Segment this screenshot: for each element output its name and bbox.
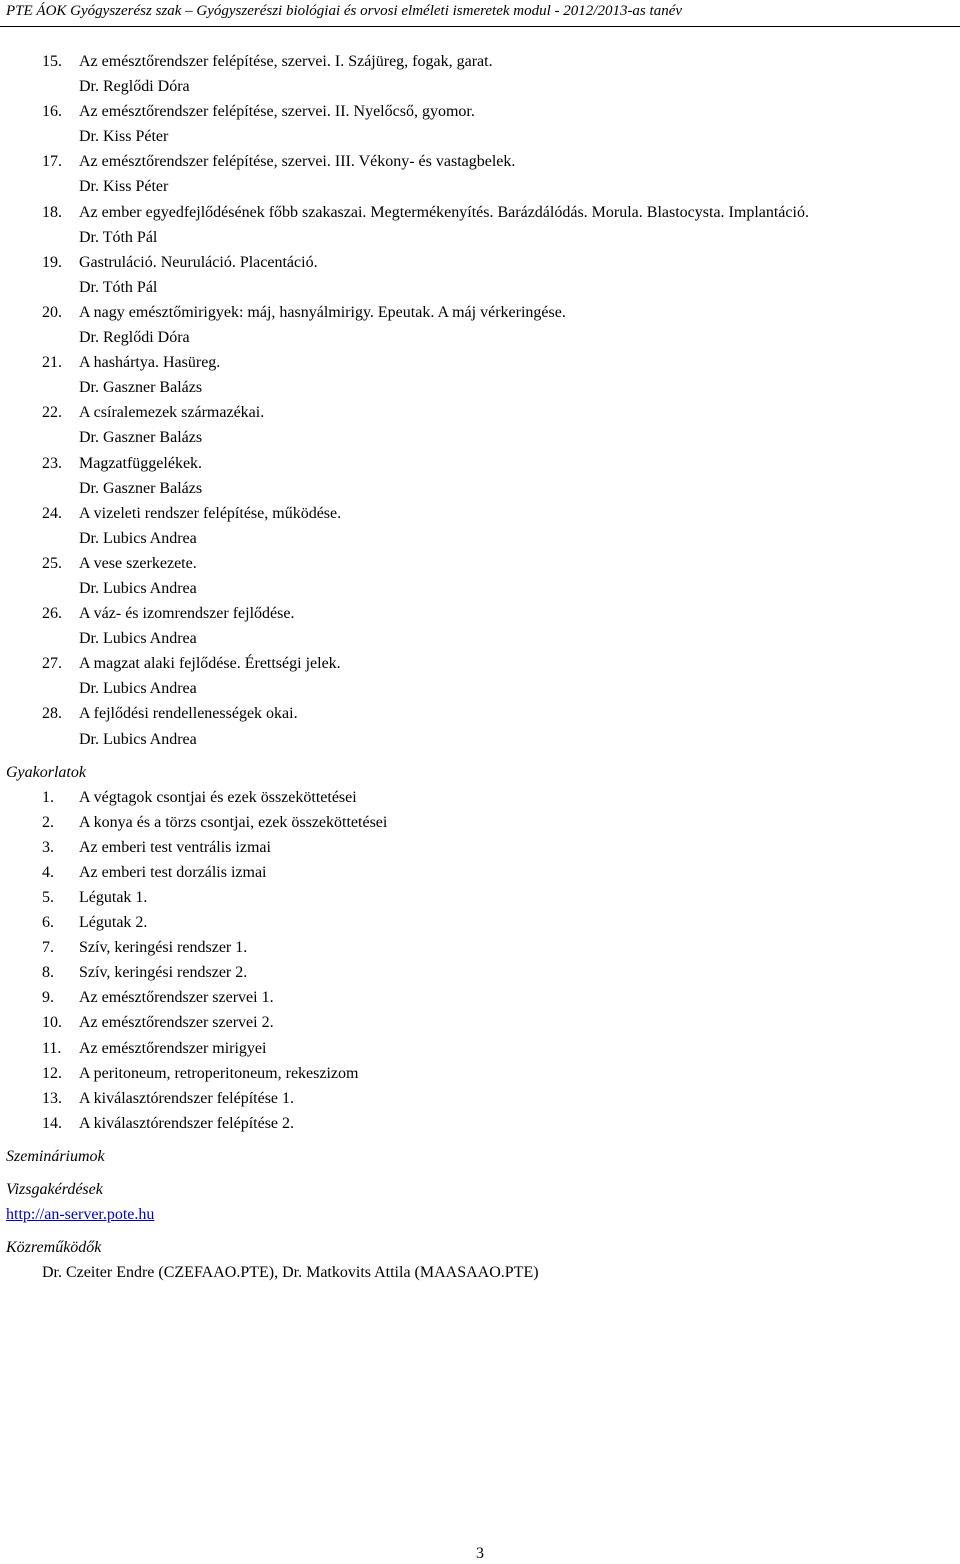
practical-item [0,960,960,985]
practical-number: 7. [42,939,54,957]
lecture-number: 17. [42,153,62,171]
practical-item [0,910,960,935]
practical-item [0,935,960,960]
lecture-lecturer-row [0,174,960,199]
lecture-item [0,200,960,225]
practical-number: 13. [42,1089,62,1107]
lecture-number: 26. [42,605,62,623]
lecture-lecturer: Dr. Kiss Péter [79,178,169,196]
practical-item [0,785,960,810]
lecture-lecturer: Dr. Tóth Pál [79,228,158,246]
lecture-item [0,651,960,676]
lecture-number: 27. [42,655,62,673]
lecture-number: 23. [42,454,62,472]
practical-title: Az emésztőrendszer szervei 1. [79,989,274,1007]
practical-title: Az emésztőrendszer mirigyei [79,1039,267,1057]
lecture-title: Magzatfüggelékek. [79,454,203,472]
lecture-lecturer: Dr. Gaszner Balázs [79,429,203,447]
section-heading-seminars: Szemináriumok [6,1147,105,1165]
lecture-lecturer-row [0,626,960,651]
practicals-list [0,785,960,1136]
practical-title: A végtagok csontjai és ezek összeköttetései [79,788,357,806]
practical-title: Szív, keringési rendszer 2. [79,964,248,982]
practical-number: 8. [42,964,54,982]
lecture-item [0,400,960,425]
lecture-title: A fejlődési rendellenességek okai. [79,705,298,723]
lecture-title: A nagy emésztőmirigyek: máj, hasnyálmirigy. Epeutak. A máj vérkeringése. [79,303,566,321]
lecture-number: 20. [42,303,62,321]
practical-title: Az emberi test dorzális izmai [79,863,267,881]
header-divider [0,26,960,27]
lecture-item [0,250,960,275]
lecture-number: 16. [42,103,62,121]
lectures-container [0,49,960,752]
lecture-lecturer-row [0,476,960,501]
section-heading-contributors: Közreműködők [6,1238,102,1256]
practical-item [0,1010,960,1035]
lecture-lecturer-row [0,576,960,601]
lecture-title: A magzat alaki fejlődése. Érettségi jelek. [79,655,341,673]
lecture-title: A vese szerkezete. [79,554,197,572]
lecture-title: A vizeleti rendszer felépítése, működése. [79,504,342,522]
practical-number: 12. [42,1064,62,1082]
lecture-lecturer: Dr. Lubics Andrea [79,529,197,547]
lecture-lecturer-row [0,325,960,350]
lecture-title: Az emésztőrendszer felépítése, szervei. I. Szájüreg, fogak, garat. [79,53,493,70]
lecture-title: Gastruláció. Neuruláció. Placentáció. [79,253,318,271]
practical-number: 3. [42,838,54,856]
lecture-number: 22. [42,404,62,422]
practical-number: 5. [42,889,54,906]
lecture-lecturer-row [0,727,960,752]
practical-number: 10. [42,1014,62,1032]
lecture-item [0,149,960,174]
lecture-lecturer-row [0,225,960,250]
lecture-number: 15. [42,53,62,70]
exam-questions-link[interactable]: http://an-server.pote.hu [6,1205,155,1223]
lecture-lecturer: Dr. Reglődi Dóra [79,78,190,96]
page-number: 3 [476,1545,484,1562]
practical-item [0,860,960,885]
lecture-lecturer-row [0,676,960,701]
practical-number: 9. [42,989,54,1007]
lecture-number: 25. [42,554,62,572]
lecture-list [0,49,960,752]
lecture-lecturer-row [0,526,960,551]
lecture-lecturer: Dr. Tóth Pál [79,278,158,296]
lecture-lecturer-row [0,124,960,149]
practical-number: 11. [42,1039,62,1057]
practical-item [0,985,960,1010]
lecture-number: 18. [42,203,62,221]
lecture-title: A hashártya. Hasüreg. [79,354,221,372]
practical-title: Légutak 1. [79,889,148,906]
lecture-item [0,350,960,375]
lecture-item [0,601,960,626]
lecture-lecturer-row [0,74,960,99]
practical-item [0,1061,960,1086]
practical-item [0,835,960,860]
lecture-lecturer: Dr. Gaszner Balázs [79,379,203,397]
lecture-number: 24. [42,504,62,522]
practical-number: 2. [42,813,54,831]
lecture-lecturer: Dr. Lubics Andrea [79,730,197,748]
lecture-item [0,99,960,124]
lecture-lecturer: Dr. Lubics Andrea [79,630,197,648]
lecture-lecturer: Dr. Kiss Péter [79,128,169,146]
lecture-item [0,49,960,74]
exam-questions-link-row [0,1202,960,1227]
practical-title: Az emberi test ventrális izmai [79,838,271,856]
practical-item [0,1111,960,1136]
practical-number: 14. [42,1114,62,1132]
lecture-title: Az emésztőrendszer felépítése, szervei. III. Vékony- és vastagbelek. [79,153,516,171]
lecture-lecturer-row [0,275,960,300]
lecture-number: 21. [42,354,62,372]
lecture-lecturer: Dr. Gaszner Balázs [79,479,203,497]
practical-title: Az emésztőrendszer szervei 2. [79,1014,274,1032]
lecture-item [0,501,960,526]
practical-title: A kiválasztórendszer felépítése 2. [79,1114,295,1132]
lecture-lecturer: Dr. Lubics Andrea [79,579,197,597]
lecture-lecturer-row [0,375,960,400]
page-header: PTE ÁOK Gyógyszerész szak – Gyógyszerészi biológiai és orvosi elméleti ismeretek modul - 2012/2013-as tanév [6,3,683,19]
contributors-text: Dr. Czeiter Endre (CZEFAAO.PTE), Dr. Matkovits Attila (MAASAAO.PTE) [42,1263,539,1281]
practical-number: 6. [42,914,54,932]
lecture-number: 19. [42,253,62,271]
practical-title: A konya és a törzs csontjai, ezek összeköttetései [79,813,388,831]
practical-number: 1. [42,788,54,806]
practical-title: Szív, keringési rendszer 1. [79,939,248,957]
practical-item [0,810,960,835]
lecture-item [0,551,960,576]
practical-title: A kiválasztórendszer felépítése 1. [79,1089,295,1107]
practical-number: 4. [42,863,54,881]
lecture-title: A váz- és izomrendszer fejlődése. [79,605,295,623]
practical-title: Légutak 2. [79,914,148,932]
lecture-lecturer-row [0,425,960,450]
section-heading-exam-questions: Vizsgakérdések [6,1180,103,1198]
lecture-lecturer: Dr. Reglődi Dóra [79,329,190,347]
lecture-item [0,300,960,325]
practical-item [0,885,960,910]
lecture-title: Az emésztőrendszer felépítése, szervei. II. Nyelőcső, gyomor. [79,103,475,121]
practical-item [0,1036,960,1061]
lecture-number: 28. [42,705,62,723]
lecture-title: A csíralemezek származékai. [79,404,265,422]
section-heading-practicals: Gyakorlatok [6,763,86,781]
lecture-title: Az ember egyedfejlődésének főbb szakaszai. Megtermékenyítés. Barázdálódás. Morula. Blastocysta. Implantáció. [79,203,809,221]
lecture-item [0,701,960,726]
practical-item [0,1086,960,1111]
lecture-lecturer: Dr. Lubics Andrea [79,680,197,698]
practical-title: A peritoneum, retroperitoneum, rekeszizom [79,1064,359,1082]
lecture-item [0,451,960,476]
document-body [0,49,960,1285]
